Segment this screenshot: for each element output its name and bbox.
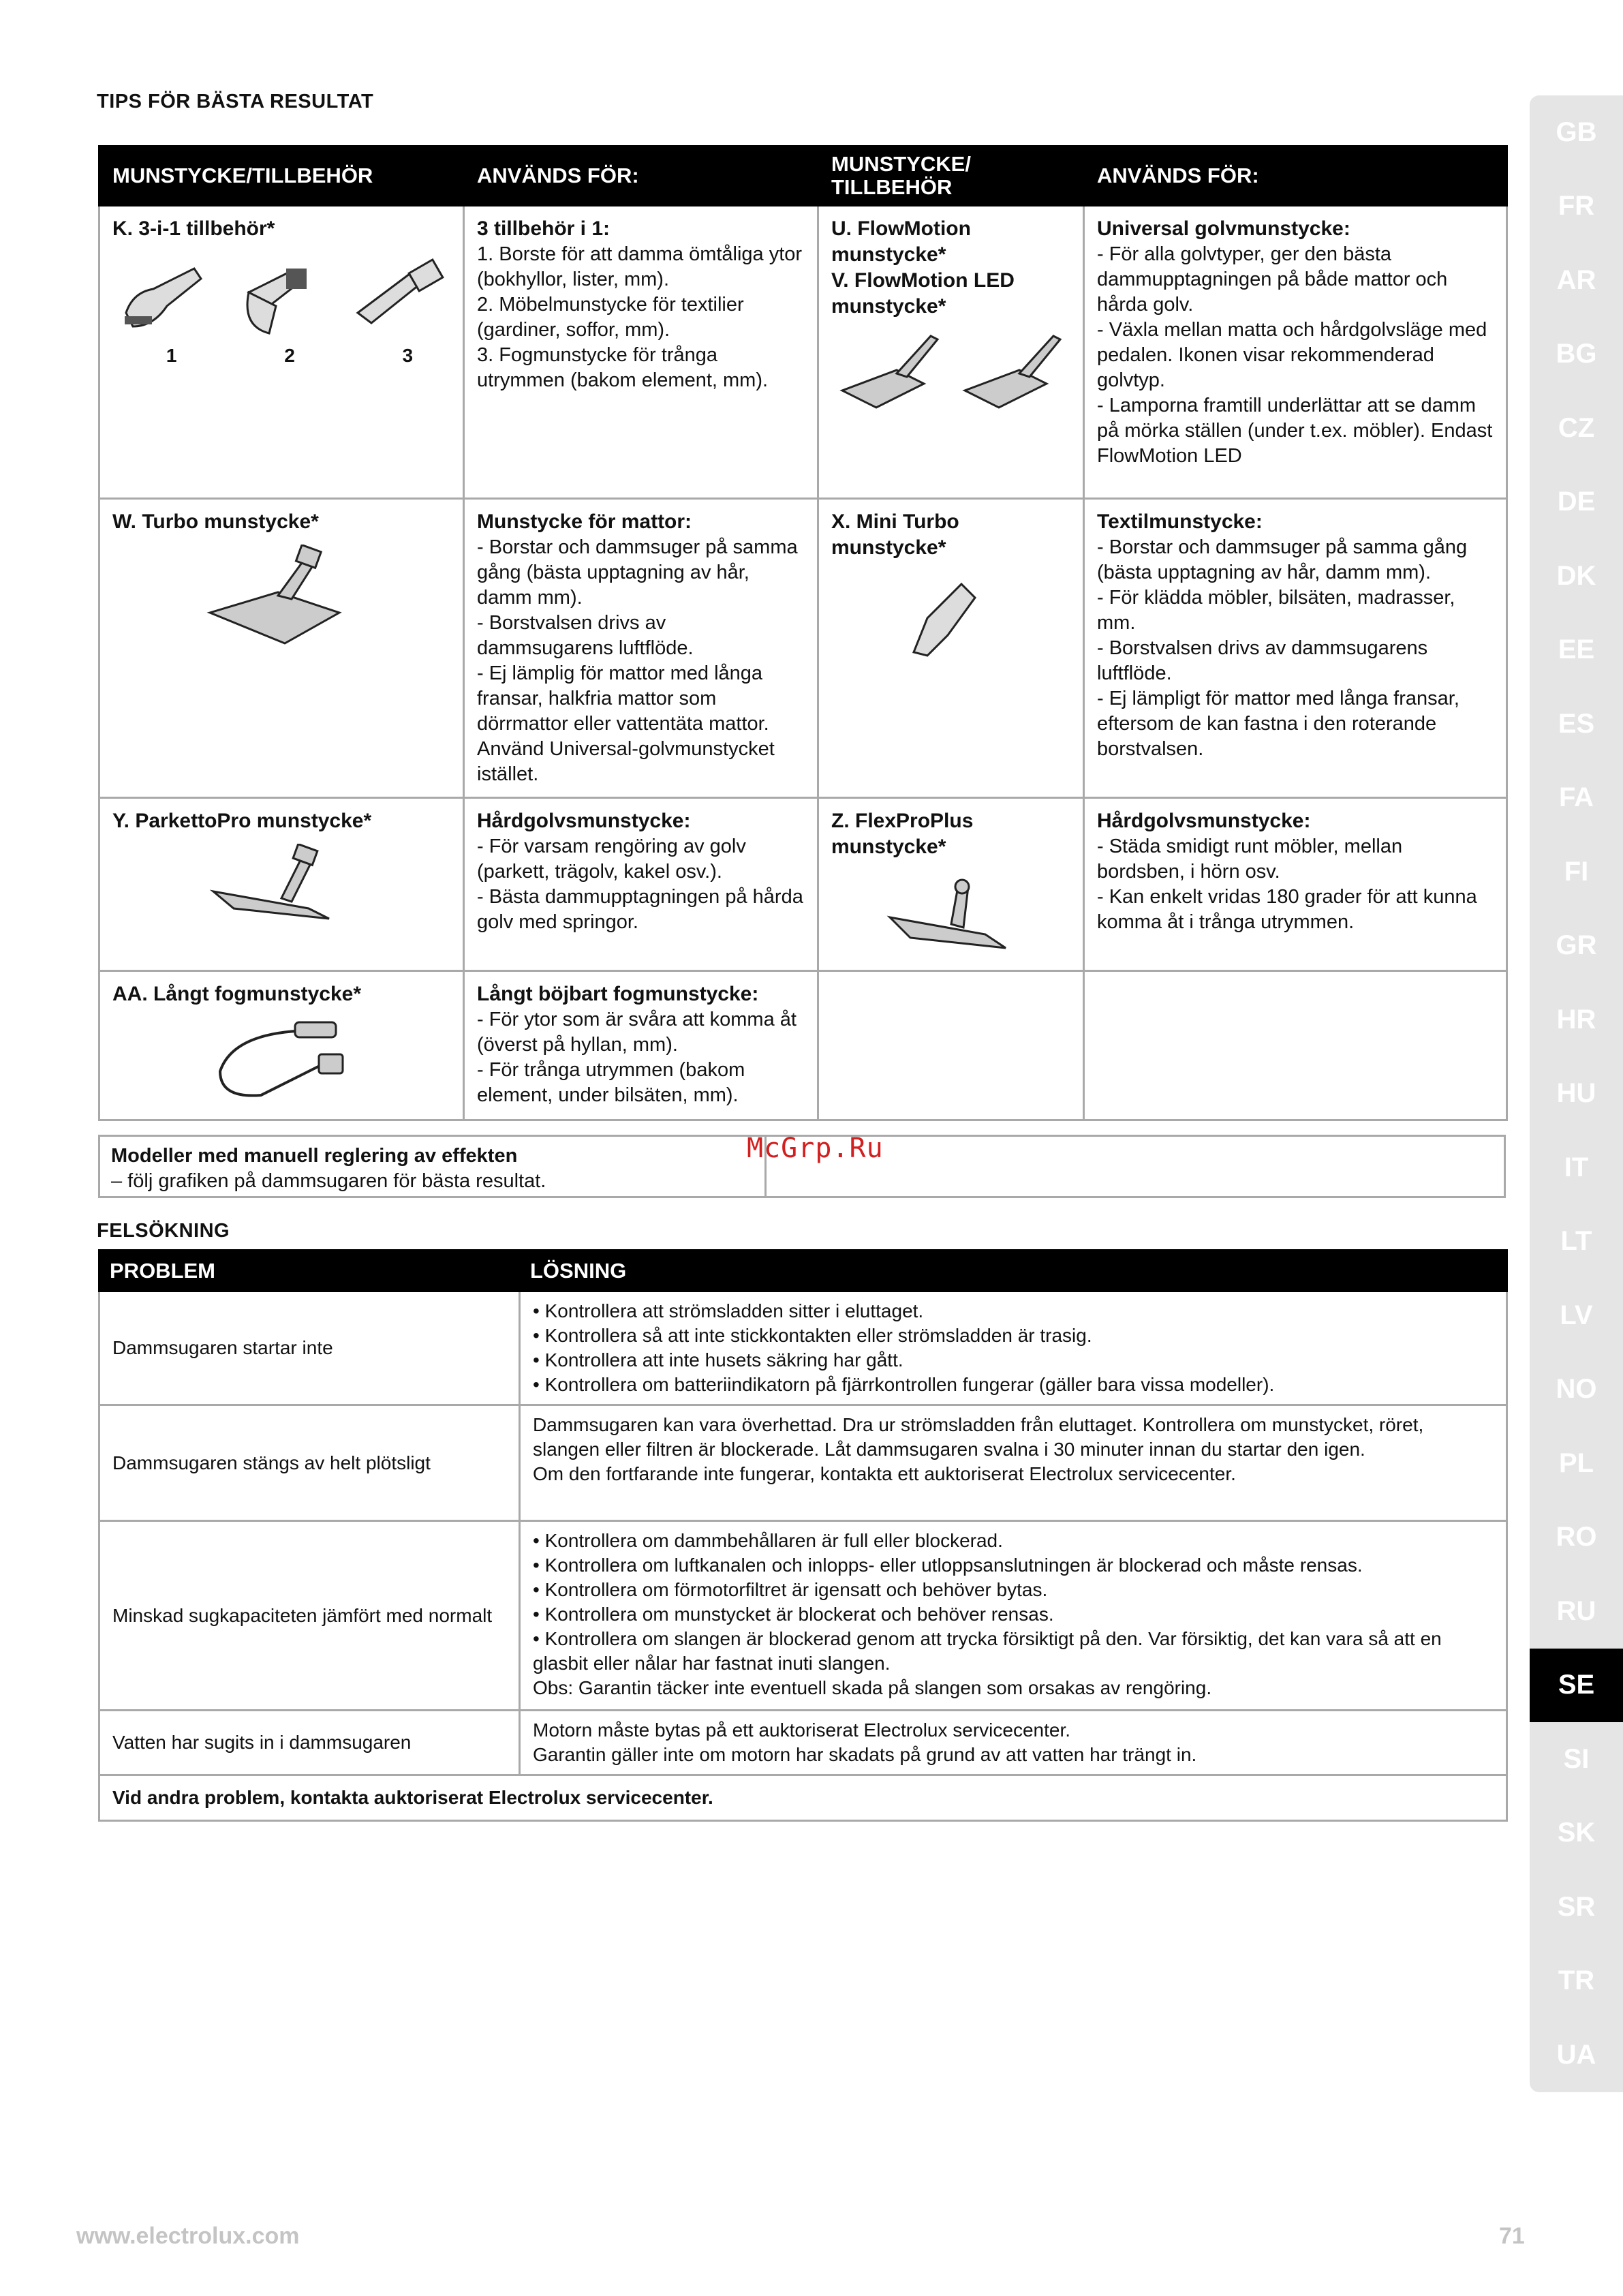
language-tab-lv[interactable]: LV: [1530, 1279, 1623, 1353]
solution-line: • Kontrollera att strömsladden sitter i eluttaget.: [533, 1300, 924, 1321]
use-line: - Ej lämpligt för mattor med långa fransar, eftersom de kan fastna i den roterande borstvalsen.: [1097, 688, 1459, 760]
use-title-w: Munstycke för mattor:: [477, 510, 692, 533]
cell-y-use: [464, 798, 818, 971]
use-line: - För varsam rengöring av golv (parkett, trägolv, kakel osv.).: [477, 836, 746, 883]
solution-line: Obs: Garantin täcker inte eventuell skada på slangen som orsakas av rengöring.: [533, 1677, 1212, 1698]
cell-w-name: [99, 499, 464, 798]
language-tab-de[interactable]: DE: [1530, 465, 1623, 540]
solution-line: • Kontrollera om dammbehållaren är full eller blockerad.: [533, 1530, 1003, 1551]
language-tab-no[interactable]: NO: [1530, 1353, 1623, 1427]
language-tab-gr[interactable]: GR: [1530, 909, 1623, 983]
header-anvands-2: ANVÄNDS FÖR:: [1084, 147, 1507, 206]
solution-line: Garantin gäller inte om motorn har skadats på grund av att vatten har trängt in.: [533, 1744, 1197, 1765]
solution-line: • Kontrollera om förmotorfiltret är igensatt och behöver bytas.: [533, 1579, 1048, 1600]
cell-x-use: [1084, 499, 1507, 798]
troubleshooting-table: [98, 1249, 1508, 1822]
page-number: 71: [1499, 2223, 1525, 2249]
use-line: - Borstar och dammsuger på samma gång (bästa upptagning av hår, damm mm).: [477, 536, 798, 609]
language-tab-fa[interactable]: FA: [1530, 761, 1623, 836]
use-title-uv: Universal golvmunstycke:: [1097, 217, 1350, 240]
accessory-name-y: Y. ParkettoPro munstycke*: [112, 810, 372, 832]
figure-number-1: 1: [166, 345, 177, 366]
solution-cell: [520, 1711, 1507, 1775]
note-title: Modeller med manuell reglering av effekten: [111, 1145, 518, 1167]
language-tab-es[interactable]: ES: [1530, 687, 1623, 761]
three-in-one-tool-figure: [112, 251, 467, 340]
turbo-nozzle-figure: [203, 545, 360, 654]
use-line: - Lamporna framtill underlättar att se damm på mörka ställen (under t.ex. möbler). Endast FlowMotion LED: [1097, 395, 1493, 467]
accessory-name-uv: U. FlowMotion munstycke* V. FlowMotion LED munstycke*: [831, 217, 1015, 318]
language-tab-fi[interactable]: FI: [1530, 835, 1623, 909]
use-line: - För alla golvtyper, ger den bästa dammupptagningen på både mattor och hårda golv.: [1097, 243, 1448, 316]
language-tab-si[interactable]: SI: [1530, 1722, 1623, 1796]
solution-line: Om den fortfarande inte fungerar, kontakta ett auktoriserat Electrolux servicecenter.: [533, 1463, 1236, 1484]
cell-k-name: [99, 206, 464, 499]
cell-x-name: [818, 499, 1084, 798]
language-tab-sr[interactable]: SR: [1530, 1870, 1623, 1944]
cell-uv-use: [1084, 206, 1507, 499]
figure-number-3: 3: [402, 345, 414, 366]
mini-turbo-nozzle-figure: [900, 570, 1002, 666]
language-tab-hr[interactable]: HR: [1530, 983, 1623, 1057]
use-line: - För trånga utrymmen (bakom element, under bilsäten, mm).: [477, 1059, 745, 1106]
language-tab-pl[interactable]: PL: [1530, 1426, 1623, 1501]
flexproplus-nozzle-figure: [883, 870, 1019, 958]
cell-z-use: [1084, 798, 1507, 971]
use-line: - Städa smidigt runt möbler, mellan bordsben, i hörn osv.: [1097, 836, 1403, 883]
accessory-name-k: K. 3-i-1 tillbehör*: [112, 217, 275, 240]
tips-heading: TIPS FÖR BÄSTA RESULTAT: [97, 91, 374, 112]
use-line: - Kan enkelt vridas 180 grader för att kunna komma åt i trånga utrymmen.: [1097, 886, 1477, 933]
header-anvands: ANVÄNDS FÖR:: [464, 147, 818, 206]
solution-line: • Kontrollera så att inte stickkontakten eller strömsladden är trasig.: [533, 1325, 1092, 1346]
use-line: 1. Borste för att damma ömtåliga ytor (bokhyllor, lister, mm).: [477, 243, 803, 290]
troubleshooting-footer: Vid andra problem, kontakta auktoriserat Electrolux servicecenter.: [99, 1775, 1507, 1821]
use-title-k: 3 tillbehör i 1:: [477, 217, 610, 240]
watermark: McGrp.Ru: [747, 1133, 884, 1164]
language-tab-ro[interactable]: RO: [1530, 1501, 1623, 1575]
header-munstycke-2: MUNSTYCKE/ TILLBEHÖR: [818, 147, 1084, 206]
cell-aa-use: [464, 971, 818, 1120]
cell-z-name: [818, 798, 1084, 971]
flowmotion-nozzle-figure: [835, 329, 1067, 418]
use-line: - Borstvalsen drivs av dammsugarens luftflöde.: [1097, 637, 1428, 684]
language-tab-gb[interactable]: GB: [1530, 95, 1623, 170]
solution-line: Dammsugaren kan vara överhettad. Dra ur strömsladden från eluttaget. Kontrollera om munstycket, röret, slangen eller filtren är blockerade. Låt dammsugaren svalna i 30 minuter innan du startar den igen.: [533, 1414, 1424, 1460]
use-title-aa: Långt böjbart fogmunstycke:: [477, 983, 759, 1005]
cell-empty: [1084, 971, 1507, 1120]
solution-cell: [520, 1521, 1507, 1711]
language-tab-cz[interactable]: CZ: [1530, 391, 1623, 465]
tips-table: [98, 145, 1508, 1121]
use-line: - För klädda möbler, bilsäten, madrasser, mm.: [1097, 587, 1455, 634]
parkettopro-nozzle-figure: [206, 844, 356, 939]
cell-empty: [818, 971, 1084, 1120]
solution-line: • Kontrollera att inte husets säkring har gått.: [533, 1349, 903, 1371]
use-line: - Borstvalsen drivs av dammsugarens luftflöde.: [477, 612, 694, 659]
use-title-y: Hårdgolvsmunstycke:: [477, 810, 691, 832]
note-text: – följ grafiken på dammsugaren för bästa resultat.: [111, 1170, 546, 1192]
language-tab-ee[interactable]: EE: [1530, 613, 1623, 688]
problem-cell: Dammsugaren stängs av helt plötsligt: [99, 1405, 520, 1521]
accessory-name-aa: AA. Långt fogmunstycke*: [112, 983, 362, 1005]
header-problem: PROBLEM: [99, 1251, 520, 1291]
solution-line: • Kontrollera om munstycket är blockerat och behöver rensas.: [533, 1604, 1054, 1625]
use-line: - Borstar och dammsuger på samma gång (bästa upptagning av hår, damm mm).: [1097, 536, 1468, 583]
cell-aa-name: [99, 971, 464, 1120]
use-line: 2. Möbelmunstycke för textilier (gardiner, soffor, mm).: [477, 294, 744, 341]
problem-cell: Dammsugaren startar inte: [99, 1291, 520, 1405]
accessory-name-w: W. Turbo munstycke*: [112, 510, 319, 533]
solution-line: Motorn måste bytas på ett auktoriserat Electrolux servicecenter.: [533, 1719, 1071, 1741]
use-title-z: Hårdgolvsmunstycke:: [1097, 810, 1311, 832]
troubleshooting-heading: FELSÖKNING: [97, 1220, 230, 1242]
language-tab-dk[interactable]: DK: [1530, 539, 1623, 613]
language-tab-it[interactable]: IT: [1530, 1131, 1623, 1205]
problem-cell: Vatten har sugits in i dammsugaren: [99, 1711, 520, 1775]
language-tabs: [1530, 95, 1623, 2092]
accessory-name-x: X. Mini Turbo munstycke*: [831, 510, 959, 559]
language-tab-hu[interactable]: HU: [1530, 1057, 1623, 1131]
cell-y-name: [99, 798, 464, 971]
use-line: - Bästa dammupptagningen på hårda golv med springor.: [477, 886, 803, 933]
language-tab-ua[interactable]: UA: [1530, 2018, 1623, 2092]
use-line: 3. Fogmunstycke för trånga utrymmen (bakom element, mm).: [477, 344, 769, 391]
solution-line: • Kontrollera om batteriindikatorn på fjärrkontrollen fungerar (gäller bara vissa modeller).: [533, 1374, 1275, 1395]
solution-line: • Kontrollera om luftkanalen och inlopps- eller utloppsanslutningen är blockerad och måste rensas.: [533, 1555, 1363, 1576]
language-tab-se[interactable]: SE: [1530, 1649, 1623, 1723]
language-tab-sk[interactable]: SK: [1530, 1796, 1623, 1871]
use-line: - Växla mellan matta och hårdgolvsläge med pedalen. Ikonen visar rekommenderad golvtyp.: [1097, 319, 1487, 391]
solution-cell: [520, 1405, 1507, 1521]
accessory-name-z: Z. FlexProPlus munstycke*: [831, 810, 974, 858]
header-munstycke: MUNSTYCKE/TILLBEHÖR: [99, 147, 464, 206]
problem-cell: Minskad sugkapaciteten jämfört med normalt: [99, 1521, 520, 1711]
language-tab-tr[interactable]: TR: [1530, 1944, 1623, 2019]
use-line: - Ej lämplig för mattor med långa fransar, halkfria mattor som dörrmattor eller vattentäta mattor. Använd Universal-golvmunstycket istället.: [477, 662, 775, 785]
solution-line: • Kontrollera om slangen är blockerad genom att trycka försiktigt på den. Var försiktig, det kan vara så att en glasbit eller nålar har fastnat inuti slangen.: [533, 1628, 1442, 1674]
language-tab-fr[interactable]: FR: [1530, 170, 1623, 244]
cell-k-use: [464, 206, 818, 499]
solution-cell: [520, 1291, 1507, 1405]
footer-url[interactable]: www.electrolux.com: [76, 2223, 300, 2249]
header-losning: LÖSNING: [520, 1251, 1507, 1291]
use-title-x: Textilmunstycke:: [1097, 510, 1263, 533]
language-tab-lt[interactable]: LT: [1530, 1205, 1623, 1279]
cell-w-use: [464, 499, 818, 798]
use-line: - För ytor som är svåra att komma åt (överst på hyllan, mm).: [477, 1009, 797, 1056]
cell-uv-name: [818, 206, 1084, 499]
language-tab-ar[interactable]: AR: [1530, 243, 1623, 318]
long-crevice-tool-figure: [206, 1017, 356, 1105]
figure-number-2: 2: [284, 345, 295, 366]
language-tab-ru[interactable]: RU: [1530, 1574, 1623, 1649]
language-tab-bg[interactable]: BG: [1530, 318, 1623, 392]
